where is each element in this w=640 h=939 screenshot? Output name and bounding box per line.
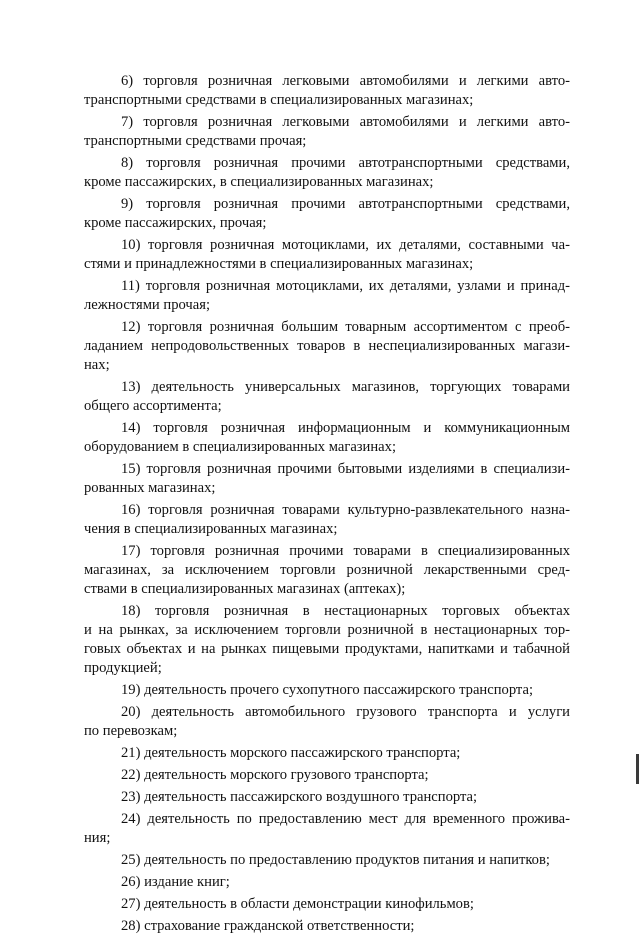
paragraph-line: ладанием непродовольственных товаров в неспециализированных магази- — [84, 338, 570, 354]
paragraph-line: 11) торговля розничная мотоциклами, их деталями, узлами и принад- — [121, 278, 570, 294]
paragraph-line: 7) торговля розничная легковыми автомобилями и легкими авто- — [121, 114, 570, 130]
list-item — [84, 766, 570, 785]
paragraph-line: ствами в специализированных магазинах (аптеках); — [84, 581, 406, 597]
paragraph-line: стями и принадлежностями в специализированных магазинах; — [84, 256, 474, 272]
paragraph-line: и на рынках, за исключением торговли розничной в нестационарных тор- — [84, 622, 570, 638]
paragraph-line: 23) деятельность пассажирского воздушного транспорта; — [121, 789, 478, 805]
list-item — [84, 851, 570, 870]
paragraph-line: транспортными средствами в специализированных магазинах; — [84, 92, 474, 108]
paragraph-line: лежностями прочая; — [84, 297, 210, 313]
paragraph-line: по перевозкам; — [84, 723, 178, 739]
list-item — [84, 72, 570, 110]
paragraph-line: 24) деятельность по предоставлению мест для временного прожива- — [121, 811, 570, 827]
paragraph-line: 14) торговля розничная информационным и коммуникационным — [121, 420, 570, 436]
document-body — [84, 72, 570, 939]
paragraph-line: 25) деятельность по предоставлению продуктов питания и напитков; — [121, 852, 550, 868]
list-item — [84, 154, 570, 192]
paragraph-line: магазинах, за исключением торговли розничной лекарственными сред- — [84, 562, 570, 578]
paragraph-line: 6) торговля розничная легковыми автомобилями и легкими авто- — [121, 73, 570, 89]
paragraph-line: продукцией; — [84, 660, 162, 676]
list-item — [84, 788, 570, 807]
list-item — [84, 236, 570, 274]
list-item — [84, 602, 570, 678]
paragraph-line: 26) издание книг; — [121, 874, 230, 890]
paragraph-line: 16) торговля розничная товарами культурно-развлекательного назна- — [121, 502, 570, 518]
paragraph-line: кроме пассажирских, прочая; — [84, 215, 267, 231]
paragraph-line: 27) деятельность в области демонстрации кинофильмов; — [121, 896, 474, 912]
paragraph-line: чения в специализированных магазинах; — [84, 521, 338, 537]
list-item — [84, 318, 570, 375]
paragraph-line: 22) деятельность морского грузового транспорта; — [121, 767, 429, 783]
paragraph-line: нах; — [84, 357, 110, 373]
paragraph-line: говых объектах и на рынках пищевыми продуктами, напитками и табачной — [84, 641, 570, 657]
list-item — [84, 460, 570, 498]
paragraph-line: 9) торговля розничная прочими автотранспортными средствами, — [121, 196, 570, 212]
list-item — [84, 542, 570, 599]
paragraph-line: 28) страхование гражданской ответственности; — [121, 918, 415, 934]
list-item — [84, 703, 570, 741]
list-item — [84, 681, 570, 700]
list-item — [84, 113, 570, 151]
paragraph-line: 20) деятельность автомобильного грузового транспорта и услуги — [121, 704, 570, 720]
scan-edge-mark — [636, 754, 639, 784]
list-item — [84, 501, 570, 539]
paragraph-line: оборудованием в специализированных магазинах; — [84, 439, 397, 455]
paragraph-line: общего ассортимента; — [84, 398, 222, 414]
paragraph-line: 19) деятельность прочего сухопутного пассажирского транспорта; — [121, 682, 534, 698]
list-item — [84, 917, 570, 936]
list-item — [84, 378, 570, 416]
paragraph-line: 17) торговля розничная прочими товарами в специализированных — [121, 543, 570, 559]
paragraph-line: кроме пассажирских, в специализированных магазинах; — [84, 174, 434, 190]
paragraph-line: 18) торговля розничная в нестационарных торговых объектах — [121, 603, 570, 619]
paragraph-line: 10) торговля розничная мотоциклами, их деталями, составными ча- — [121, 237, 570, 253]
paragraph-line: 21) деятельность морского пассажирского транспорта; — [121, 745, 461, 761]
paragraph-line: рованных магазинах; — [84, 480, 216, 496]
list-item — [84, 277, 570, 315]
paragraph-line: 12) торговля розничная большим товарным ассортиментом с преоб- — [121, 319, 570, 335]
paragraph-line: 8) торговля розничная прочими автотранспортными средствами, — [121, 155, 570, 171]
list-item — [84, 195, 570, 233]
list-item — [84, 873, 570, 892]
list-item — [84, 744, 570, 763]
paragraph-line: 13) деятельность универсальных магазинов, торгующих товарами — [121, 379, 570, 395]
paragraph-line: ния; — [84, 830, 111, 846]
list-item — [84, 419, 570, 457]
list-item — [84, 810, 570, 848]
paragraph-line: транспортными средствами прочая; — [84, 133, 307, 149]
paragraph-line: 15) торговля розничная прочими бытовыми изделиями в специализи- — [121, 461, 570, 477]
